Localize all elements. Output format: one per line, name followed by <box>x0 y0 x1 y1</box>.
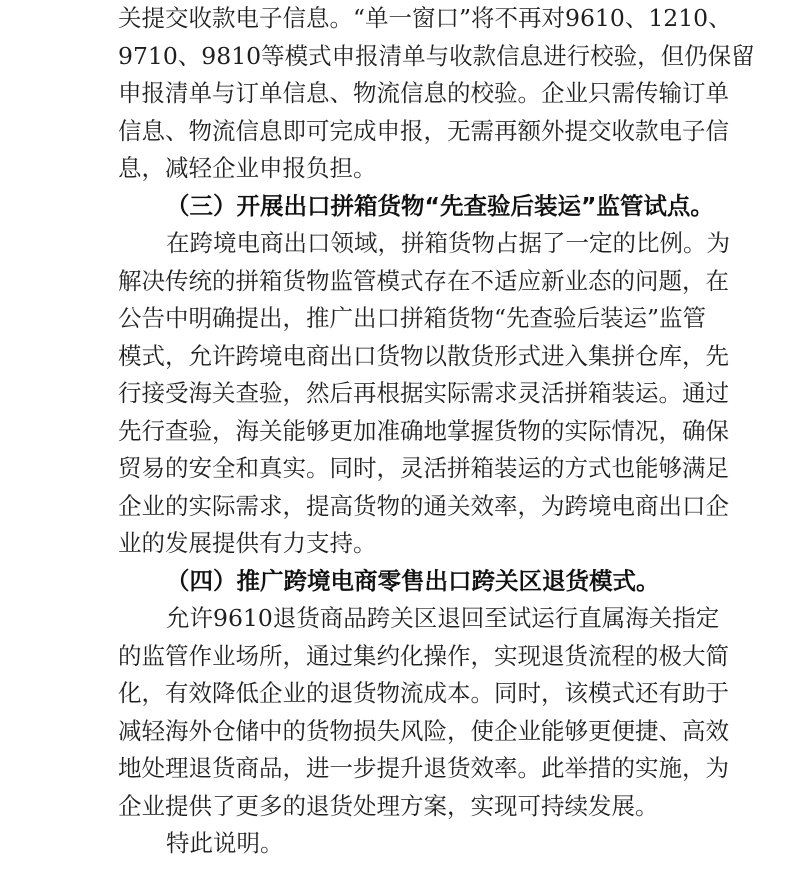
paragraph-line: 信息、物流信息即可完成申报，无需再额外提交收款电子信 <box>118 116 729 145</box>
paragraph-1 <box>118 0 755 188</box>
paragraph-line: 公告中明确提出，推广出口拼箱货物“先查验后装运”监管 <box>118 304 707 332</box>
paragraph-line: 减轻海外仓储中的货物损失风险，使企业能够更便捷、高效 <box>118 716 729 745</box>
paragraph-line: 息，减轻企业申报负担。 <box>118 154 377 182</box>
paragraph-line: 解决传统的拼箱货物监管模式存在不适应新业态的问题，在 <box>118 266 729 295</box>
paragraph-3 <box>118 225 730 563</box>
paragraph-line: 业的发展提供有力支持。 <box>118 529 377 557</box>
paragraph-line: 在跨境电商出口领域，拼箱货物占据了一定的比例。为 <box>166 229 730 257</box>
paragraph-line: 先行查验，海关能够更加准确地掌握货物的实际情况，确保 <box>118 416 729 445</box>
paragraph-line: 9710、9810等模式申报清单与收款信息进行校验，但仍保留 <box>118 41 755 70</box>
section-heading-3: （三）开展出口拼箱货物“先查验后装运”监管试点。 <box>166 191 714 220</box>
paragraph-line: 申报清单与订单信息、物流信息的校验。企业只需传输订单 <box>118 79 729 107</box>
paragraph-line: 允许9610退货商品跨关区退回至试运行直属海关指定 <box>166 604 720 632</box>
paragraph-line: 化，有效降低企业的退货物流成本。同时，该模式还有助于 <box>118 679 729 707</box>
paragraph-line: 地处理退货商品，进一步提升退货效率。此举措的实施，为 <box>118 754 729 782</box>
paragraph-line: 模式，允许跨境电商出口货物以散货形式进入集拼仓库，先 <box>118 341 729 370</box>
paragraph-line: 关提交收款电子信息。“单一窗口”将不再对9610、1210、 <box>118 4 732 32</box>
paragraph-4 <box>118 600 729 825</box>
paragraph-line: 贸易的安全和真实。同时，灵活拼箱装运的方式也能够满足 <box>118 454 729 482</box>
paragraph-line: 企业的实际需求，提高货物的通关效率，为跨境电商出口企 <box>118 491 729 520</box>
section-heading-4: （四）推广跨境电商零售出口跨关区退货模式。 <box>166 566 660 595</box>
paragraph-line: 行接受海关查验，然后再根据实际需求灵活拼箱装运。通过 <box>118 379 729 407</box>
closing-text: 特此说明。 <box>166 829 284 857</box>
document-page <box>118 0 755 863</box>
paragraph-line: 的监管作业场所，通过集约化操作，实现退货流程的极大简 <box>118 641 729 670</box>
paragraph-line: 企业提供了更多的退货处理方案，实现可持续发展。 <box>118 791 659 820</box>
